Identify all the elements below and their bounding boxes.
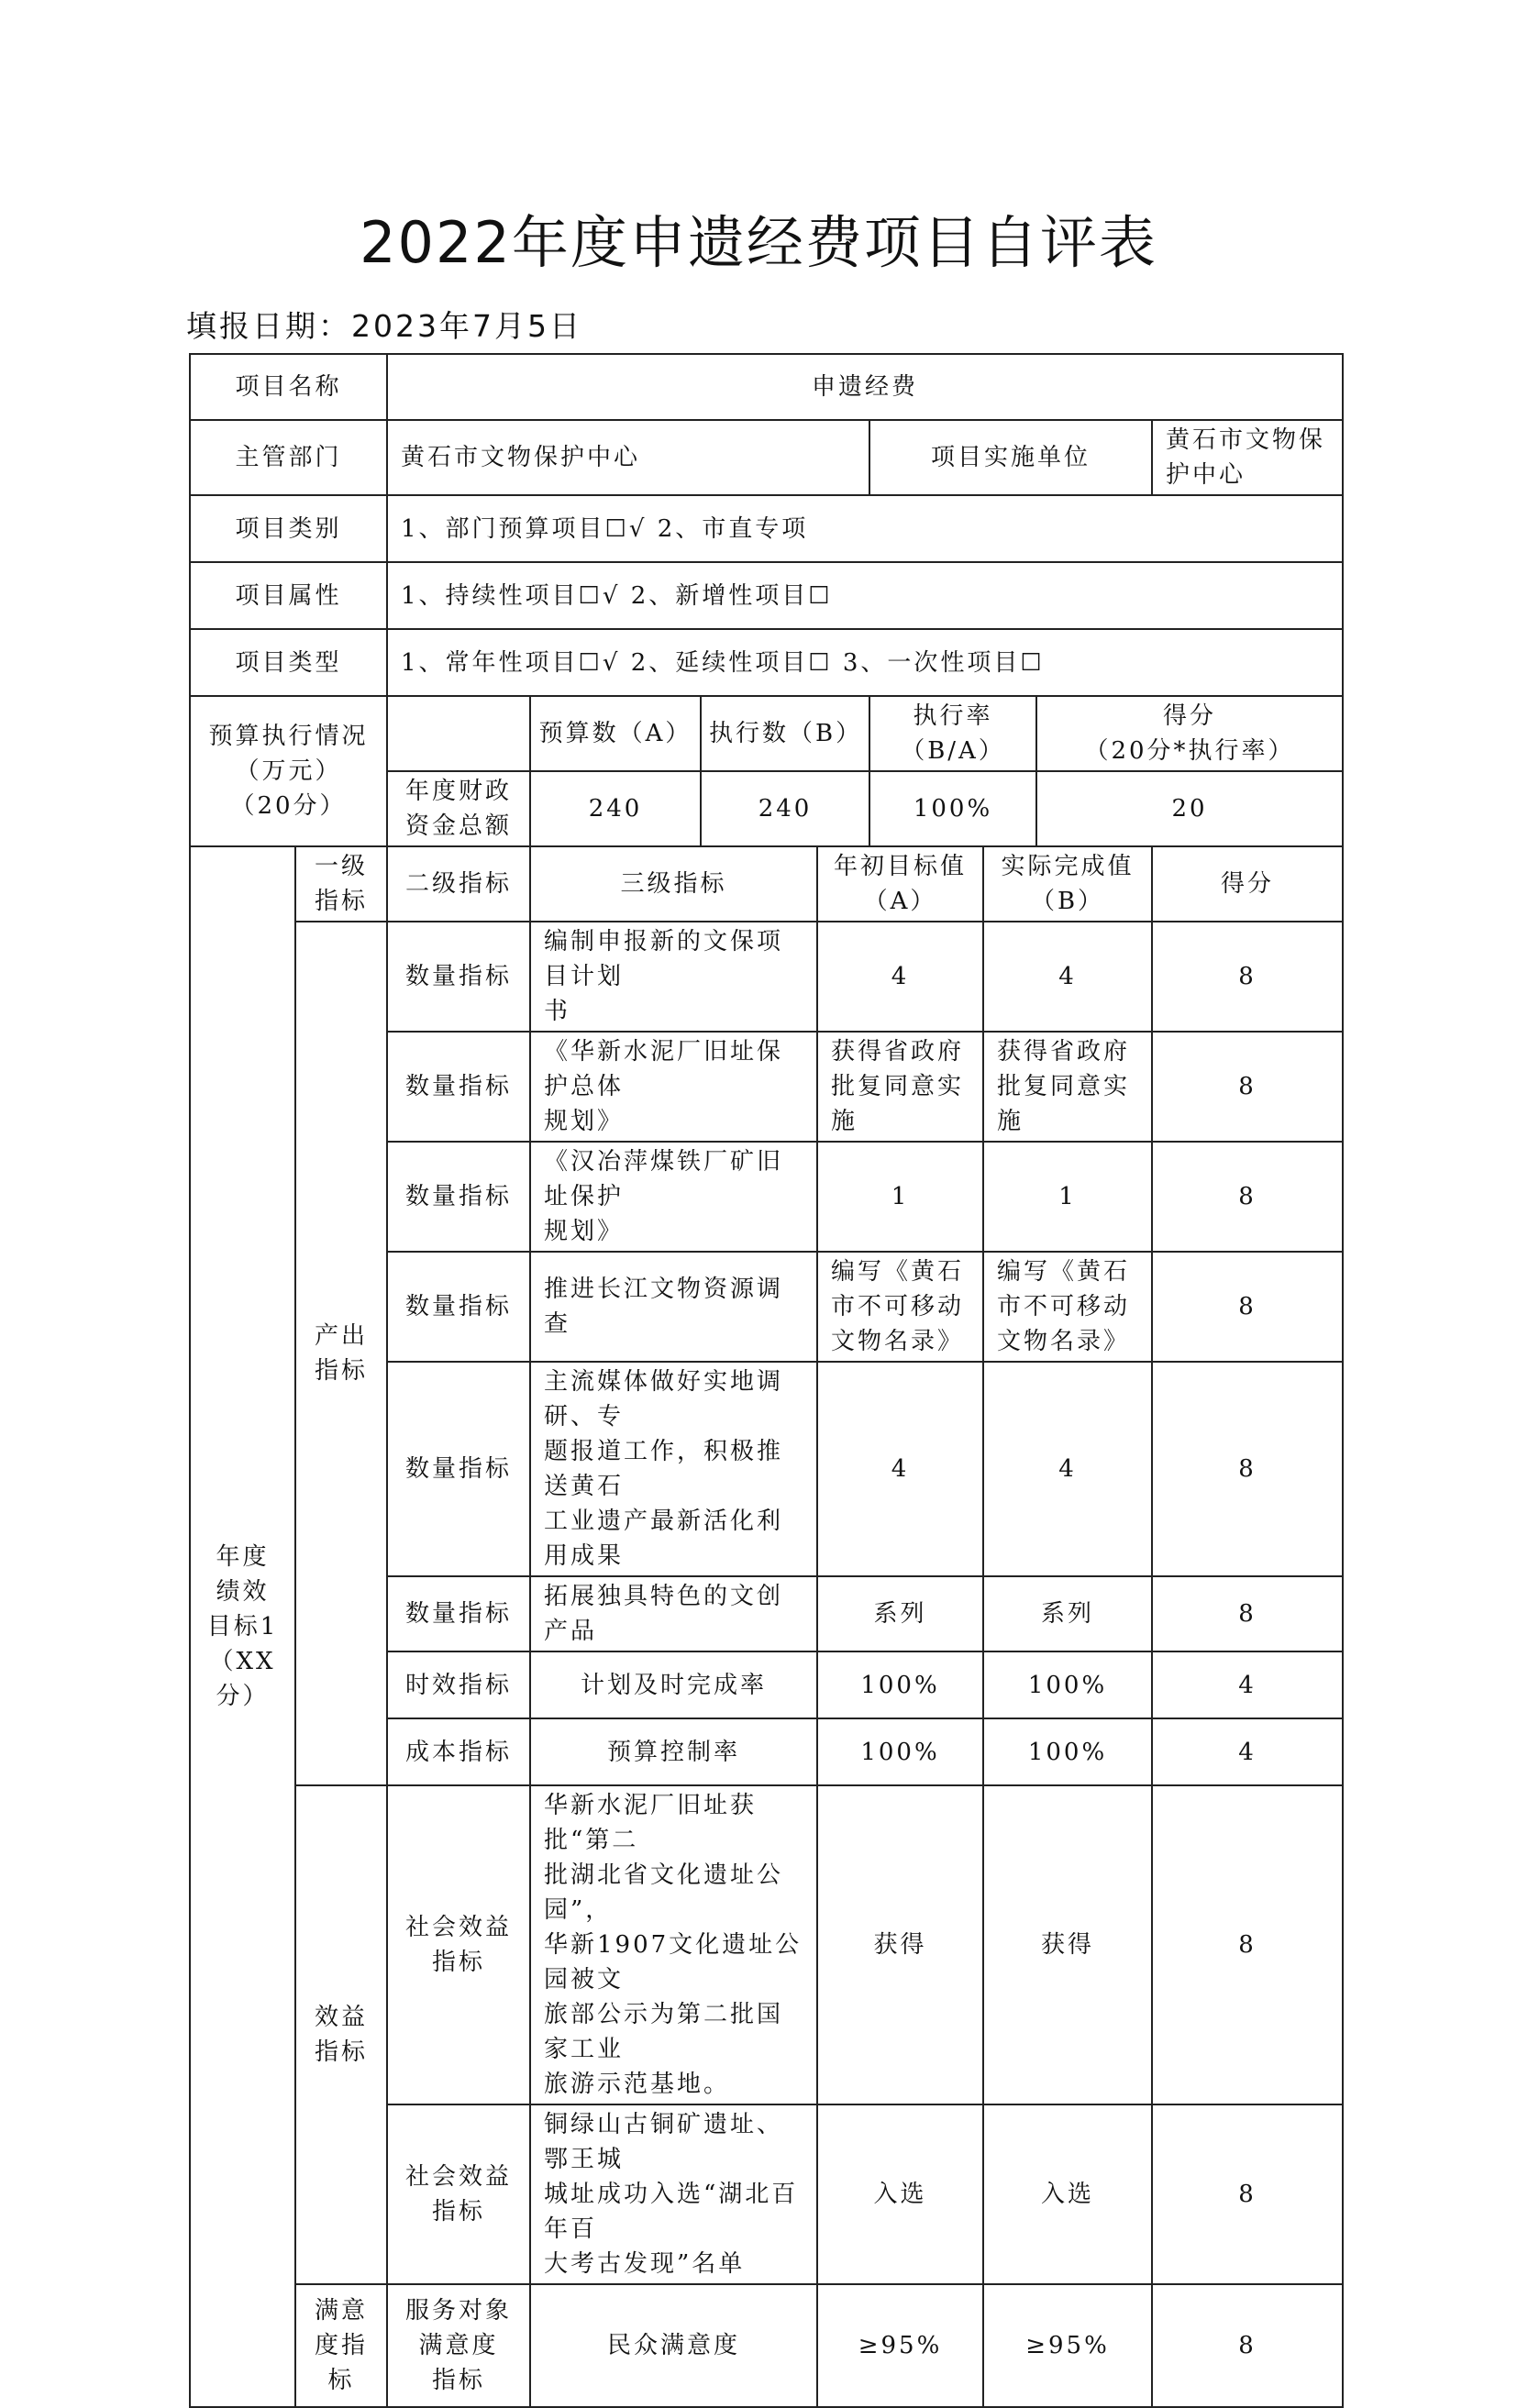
target-cell bbox=[817, 922, 983, 1032]
level3-line: 规划》 bbox=[544, 1218, 625, 1245]
level3-line: 书 bbox=[544, 998, 571, 1025]
level2-line: 成本指标 bbox=[405, 1738, 513, 1766]
budget-label-line: （万元） bbox=[235, 757, 342, 785]
level2-cell bbox=[387, 2104, 530, 2284]
actual-cell bbox=[983, 1032, 1152, 1142]
level1-header bbox=[295, 846, 387, 922]
level3-cell bbox=[530, 922, 817, 1032]
actual-cell bbox=[983, 1576, 1152, 1651]
budget-col-header: 预算数（A） bbox=[530, 696, 701, 771]
budget-label-line: 预算执行情况 bbox=[208, 723, 369, 750]
perf-side-line: 绩效 bbox=[216, 1578, 270, 1606]
actual-line: 入选 bbox=[1041, 2181, 1095, 2208]
dept-label: 主管部门 bbox=[190, 420, 387, 495]
level3-cell bbox=[530, 1252, 817, 1362]
score-cell: 8 bbox=[1152, 1576, 1343, 1651]
group-label-line: 效益 bbox=[315, 2004, 369, 2031]
group-label-line: 指标 bbox=[315, 1357, 369, 1385]
level2-cell bbox=[387, 1576, 530, 1651]
target-cell bbox=[817, 1785, 983, 2104]
attribute-label: 项目属性 bbox=[190, 562, 387, 629]
level2-cell bbox=[387, 1718, 530, 1785]
level2-line: 数量指标 bbox=[405, 1183, 513, 1210]
group-label-line: 满意 bbox=[315, 2297, 369, 2325]
evaluation-table bbox=[189, 353, 1344, 2408]
level2-line: 社会效益 bbox=[405, 1914, 513, 1941]
dept-value: 黄石市文物保护中心 bbox=[387, 420, 869, 495]
actual-cell bbox=[983, 922, 1152, 1032]
level2-cell bbox=[387, 922, 530, 1032]
target-cell bbox=[817, 2284, 983, 2407]
group-label-line: 度指 bbox=[315, 2332, 369, 2359]
level3-line: 题报道工作，积极推送黄石 bbox=[544, 1438, 784, 1500]
actual-cell bbox=[983, 1252, 1152, 1362]
score-cell: 8 bbox=[1152, 1032, 1343, 1142]
actual-header bbox=[983, 846, 1152, 922]
group-benefit-label bbox=[295, 1785, 387, 2284]
level3-line: 规划》 bbox=[544, 1108, 625, 1135]
group-satisfaction-label bbox=[295, 2284, 387, 2407]
rate-value: 100% bbox=[869, 771, 1036, 846]
level3-line: 《汉冶萍煤铁厂矿旧址保护 bbox=[544, 1148, 784, 1210]
level3-line: 推进长江文物资源调查 bbox=[544, 1276, 784, 1338]
level3-line: 编制申报新的文保项目计划 bbox=[544, 928, 784, 990]
score-cell: 8 bbox=[1152, 2104, 1343, 2284]
level3-line: 《华新水泥厂旧址保护总体 bbox=[544, 1038, 784, 1100]
score-cell: 8 bbox=[1152, 1142, 1343, 1252]
level2-line: 指标 bbox=[432, 2198, 486, 2226]
score-header: 得分 bbox=[1152, 846, 1343, 922]
target-line: 入选 bbox=[873, 2181, 927, 2208]
actual-line: 1 bbox=[1058, 1183, 1077, 1210]
level2-line: 社会效益 bbox=[405, 2163, 513, 2191]
target-cell bbox=[817, 1142, 983, 1252]
level3-line: 华新1907文化遗址公园被文 bbox=[544, 1931, 803, 1994]
level3-cell bbox=[530, 1142, 817, 1252]
budget-label-line: （20分） bbox=[230, 792, 347, 820]
attribute-value: 1、持续性项目☐√ 2、新增性项目☐ bbox=[387, 562, 1343, 629]
score-header-line: 得分 bbox=[1163, 702, 1217, 730]
target-line: 系列 bbox=[873, 1600, 927, 1628]
target-line: 市不可移动 bbox=[831, 1293, 965, 1320]
budget-section-label bbox=[190, 696, 387, 846]
category-value: 1、部门预算项目☐√ 2、市直专项 bbox=[387, 495, 1343, 562]
level2-cell bbox=[387, 1142, 530, 1252]
target-header-line: （A） bbox=[863, 888, 937, 915]
actual-cell bbox=[983, 2284, 1152, 2407]
level3-line: 工业遗产最新活化利用成果 bbox=[544, 1508, 784, 1570]
level2-line: 数量指标 bbox=[405, 1600, 513, 1628]
impl-unit-label: 项目实施单位 bbox=[869, 420, 1152, 495]
level2-cell bbox=[387, 1785, 530, 2104]
level3-cell bbox=[530, 2284, 817, 2407]
level2-line: 数量指标 bbox=[405, 1293, 513, 1320]
target-cell bbox=[817, 2104, 983, 2284]
target-line: 编写《黄石 bbox=[831, 1258, 965, 1286]
level2-cell bbox=[387, 1651, 530, 1718]
score-cell: 8 bbox=[1152, 1785, 1343, 2104]
level3-line: 铜绿山古铜矿遗址、鄂王城 bbox=[544, 2111, 784, 2173]
fill-date: 填报日期：2023年7月5日 bbox=[186, 308, 582, 344]
perf-side-label bbox=[190, 846, 295, 2407]
actual-cell bbox=[983, 2104, 1152, 2284]
budget-value: 240 bbox=[530, 771, 701, 846]
actual-line: 4 bbox=[1058, 1455, 1077, 1483]
level3-line: 华新水泥厂旧址获批“第二 bbox=[544, 1792, 758, 1854]
level3-cell bbox=[530, 1785, 817, 2104]
actual-line: 获得省政府 bbox=[997, 1038, 1131, 1066]
rate-header-line: 执行率 bbox=[913, 702, 993, 730]
actual-line: 系列 bbox=[1041, 1600, 1095, 1628]
level2-header: 二级指标 bbox=[387, 846, 530, 922]
type-label: 项目类型 bbox=[190, 629, 387, 696]
level2-line: 数量指标 bbox=[405, 1073, 513, 1100]
target-line: 100% bbox=[860, 1738, 940, 1766]
actual-line: 批复同意实 bbox=[997, 1073, 1131, 1100]
project-name-label: 项目名称 bbox=[190, 354, 387, 420]
target-header-line: 年初目标值 bbox=[834, 853, 968, 880]
actual-header-line: （B） bbox=[1030, 888, 1105, 915]
level3-line: 民众满意度 bbox=[607, 2332, 741, 2359]
actual-cell bbox=[983, 1718, 1152, 1785]
exec-value: 240 bbox=[701, 771, 869, 846]
score-cell: 8 bbox=[1152, 922, 1343, 1032]
budget-row-label bbox=[387, 771, 530, 846]
target-line: 4 bbox=[891, 1455, 910, 1483]
perf-side-line: 目标1 bbox=[206, 1613, 279, 1640]
target-line: 获得省政府 bbox=[831, 1038, 965, 1066]
level3-cell bbox=[530, 1362, 817, 1576]
actual-cell bbox=[983, 1651, 1152, 1718]
level2-cell bbox=[387, 1252, 530, 1362]
exec-col-header: 执行数（B） bbox=[701, 696, 869, 771]
target-cell bbox=[817, 1718, 983, 1785]
level3-line: 旅游示范基地。 bbox=[544, 2071, 731, 2098]
actual-cell bbox=[983, 1785, 1152, 2104]
score-cell: 4 bbox=[1152, 1651, 1343, 1718]
score-cell: 4 bbox=[1152, 1718, 1343, 1785]
target-line: 文物名录》 bbox=[831, 1328, 965, 1355]
level3-line: 大考古发现”名单 bbox=[544, 2250, 746, 2278]
level3-cell bbox=[530, 2104, 817, 2284]
level2-line: 数量指标 bbox=[405, 963, 513, 990]
level2-cell bbox=[387, 1032, 530, 1142]
level2-line: 时效指标 bbox=[405, 1671, 513, 1699]
score-header-line: （20分*执行率） bbox=[1084, 737, 1295, 765]
project-name-value: 申遗经费 bbox=[387, 354, 1343, 420]
level2-line: 服务对象 bbox=[405, 2297, 513, 2325]
actual-header-line: 实际完成值 bbox=[1001, 853, 1135, 880]
perf-side-line: 年度 bbox=[216, 1543, 270, 1571]
actual-line: 施 bbox=[997, 1108, 1024, 1135]
group-label-line: 标 bbox=[327, 2367, 355, 2394]
target-cell bbox=[817, 1576, 983, 1651]
level1-header-line: 一级 bbox=[315, 853, 369, 880]
level3-cell bbox=[530, 1032, 817, 1142]
impl-unit-value: 黄石市文物保护中心 bbox=[1152, 420, 1343, 495]
level3-line: 旅部公示为第二批国家工业 bbox=[544, 2001, 784, 2063]
level3-cell bbox=[530, 1718, 817, 1785]
target-line: 4 bbox=[891, 963, 910, 990]
actual-line: 4 bbox=[1058, 963, 1077, 990]
level3-line: 预算控制率 bbox=[607, 1738, 741, 1766]
score-cell: 8 bbox=[1152, 1252, 1343, 1362]
score-value: 20 bbox=[1036, 771, 1343, 846]
target-line: 获得 bbox=[873, 1931, 927, 1959]
actual-cell bbox=[983, 1362, 1152, 1576]
score-col-header bbox=[1036, 696, 1343, 771]
target-line: 施 bbox=[831, 1108, 858, 1135]
actual-line: 获得 bbox=[1041, 1931, 1095, 1959]
target-cell bbox=[817, 1362, 983, 1576]
score-cell: 8 bbox=[1152, 2284, 1343, 2407]
level2-line: 数量指标 bbox=[405, 1455, 513, 1483]
actual-line: ≥95% bbox=[1025, 2332, 1110, 2359]
target-line: 100% bbox=[860, 1671, 940, 1699]
budget-row-label-line: 年度财政 bbox=[405, 778, 513, 805]
level2-cell bbox=[387, 1362, 530, 1576]
target-cell bbox=[817, 1651, 983, 1718]
level3-header: 三级指标 bbox=[530, 846, 817, 922]
group-label-line: 指标 bbox=[315, 2038, 369, 2066]
score-cell: 8 bbox=[1152, 1362, 1343, 1576]
level1-header-line: 指标 bbox=[315, 888, 369, 915]
actual-line: 文物名录》 bbox=[997, 1328, 1131, 1355]
level3-line: 主流媒体做好实地调研、专 bbox=[544, 1368, 784, 1430]
level2-line: 指标 bbox=[432, 1949, 486, 1976]
level2-cell bbox=[387, 2284, 530, 2407]
type-value: 1、常年性项目☐√ 2、延续性项目☐ 3、一次性项目☐ bbox=[387, 629, 1343, 696]
perf-side-line: （XX bbox=[209, 1648, 276, 1675]
budget-blank-cell bbox=[387, 696, 530, 771]
group-label-line: 产出 bbox=[315, 1322, 369, 1350]
group-output-label bbox=[295, 922, 387, 1785]
level3-cell bbox=[530, 1651, 817, 1718]
actual-line: 市不可移动 bbox=[997, 1293, 1131, 1320]
target-header bbox=[817, 846, 983, 922]
perf-side-line: 分） bbox=[216, 1683, 270, 1710]
actual-cell bbox=[983, 1142, 1152, 1252]
target-line: 1 bbox=[891, 1183, 910, 1210]
level3-line: 城址成功入选“湖北百年百 bbox=[544, 2181, 799, 2243]
budget-row-label-line: 资金总额 bbox=[405, 812, 513, 840]
rate-header-line: （B/A） bbox=[901, 737, 1005, 765]
actual-line: 100% bbox=[1027, 1738, 1108, 1766]
level2-line: 满意度 bbox=[418, 2332, 499, 2359]
level3-line: 计划及时完成率 bbox=[581, 1671, 768, 1699]
level3-line: 批湖北省文化遗址公园”， bbox=[544, 1861, 784, 1924]
level2-line: 指标 bbox=[432, 2367, 486, 2394]
target-line: ≥95% bbox=[858, 2332, 943, 2359]
page-title: 2022年度申遗经费项目自评表 bbox=[360, 209, 1157, 276]
target-line: 批复同意实 bbox=[831, 1073, 965, 1100]
target-cell bbox=[817, 1032, 983, 1142]
actual-line: 编写《黄石 bbox=[997, 1258, 1131, 1286]
category-label: 项目类别 bbox=[190, 495, 387, 562]
actual-line: 100% bbox=[1027, 1671, 1108, 1699]
target-cell bbox=[817, 1252, 983, 1362]
level3-line: 拓展独具特色的文创产品 bbox=[544, 1583, 784, 1645]
level3-cell bbox=[530, 1576, 817, 1651]
rate-col-header bbox=[869, 696, 1036, 771]
